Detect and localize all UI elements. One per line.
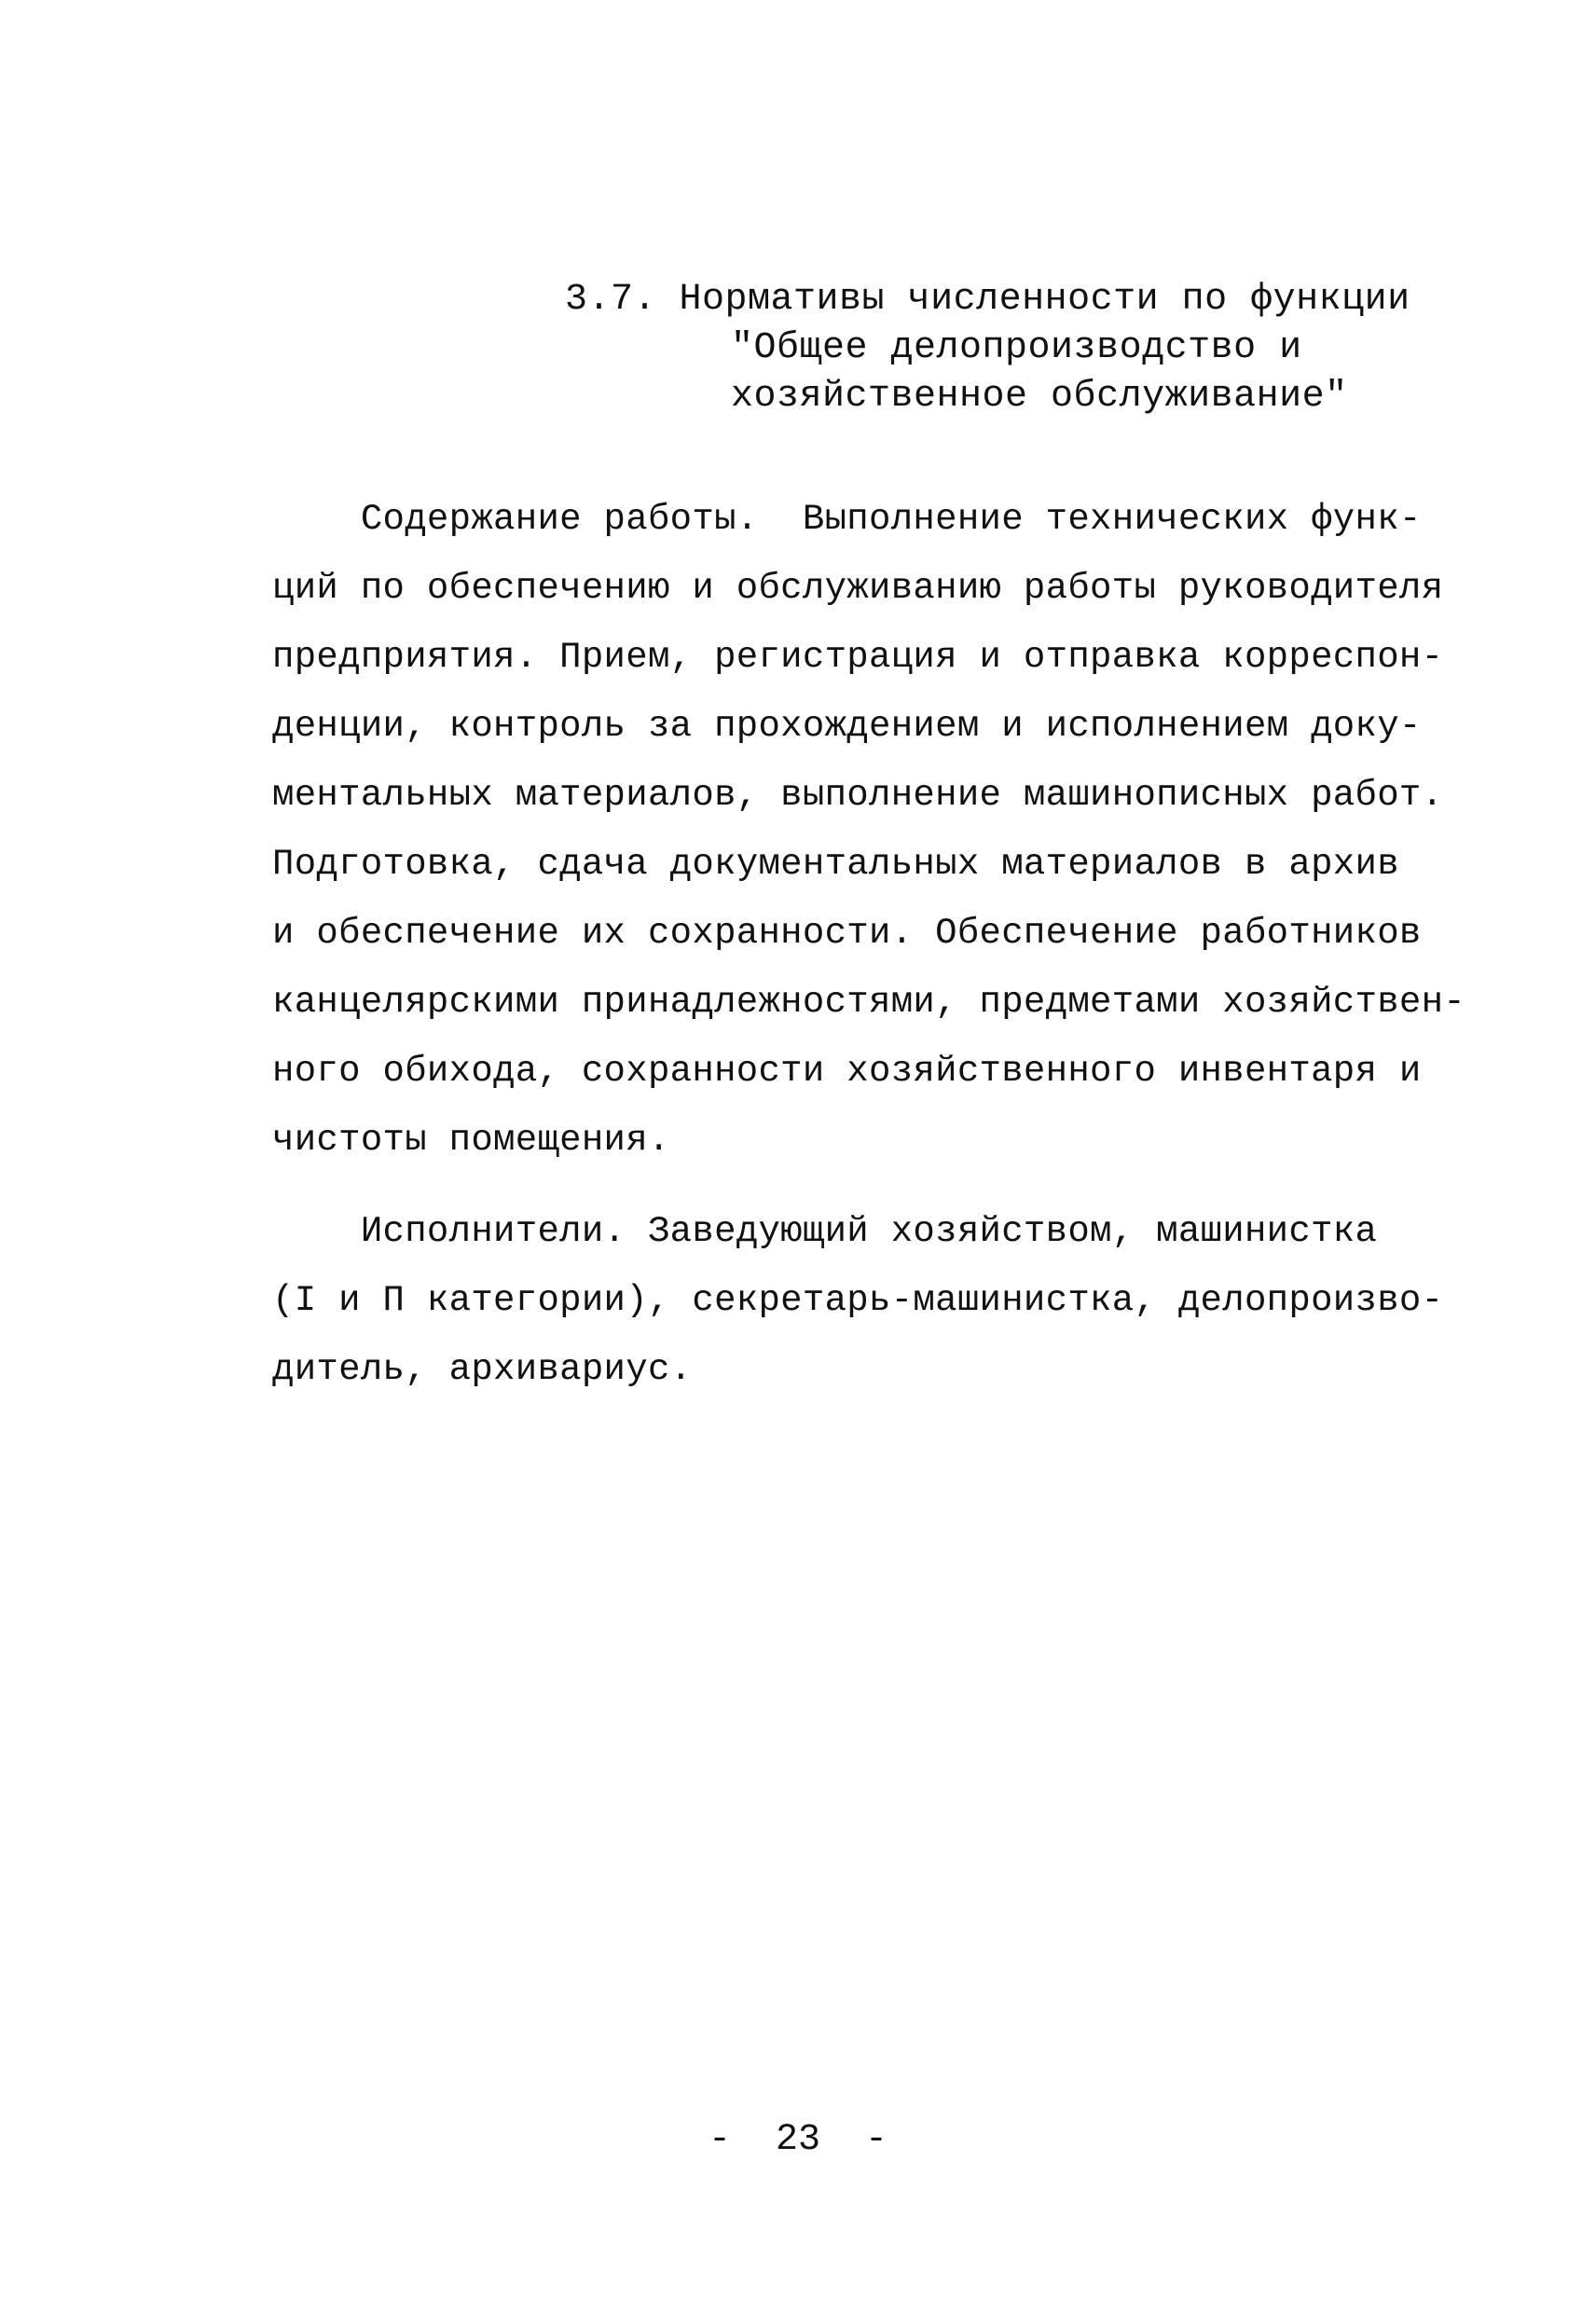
paragraph-line: канцелярскими принадлежностями, предметами хозяйствен- [272, 982, 1466, 1023]
paragraph-line: (I и П категории), секретарь-машинистка, делопроизво- [272, 1280, 1444, 1321]
paragraph-line: ментальных материалов, выполнение машинописных работ. [272, 775, 1444, 816]
paragraph-line: денции, контроль за прохождением и исполнением доку- [272, 706, 1422, 747]
page-number: - 23 - [708, 2119, 888, 2161]
paragraph-line: Подготовка, сдача документальных материалов в архив [272, 844, 1399, 885]
paragraph-line: Исполнители. Заведующий хозяйством, машинистка [272, 1211, 1378, 1252]
work-content-paragraph [272, 485, 1465, 1175]
paragraph-line: ного обихода, сохранности хозяйственного инвентаря и [272, 1051, 1422, 1092]
paragraph-line: ций по обеспечению и обслуживанию работы руководителя [272, 568, 1444, 609]
paragraph-line: предприятия. Прием, регистрация и отправка корреспон- [272, 637, 1444, 678]
paragraph-line: Содержание работы. Выполнение технических функ- [272, 499, 1422, 540]
paragraph-line: дитель, архивариус. [272, 1349, 693, 1390]
performers-paragraph [272, 1197, 1443, 1404]
paragraph-line: чистоты помещения. [272, 1120, 670, 1161]
heading-line: 3.7. Нормативы численности по функции [565, 279, 1410, 321]
heading-line: "Общее делопроизводство и [731, 327, 1302, 369]
heading-line: хозяйственное обслуживание" [731, 376, 1348, 418]
paragraph-line: и обеспечение их сохранности. Обеспечение работников [272, 913, 1422, 954]
